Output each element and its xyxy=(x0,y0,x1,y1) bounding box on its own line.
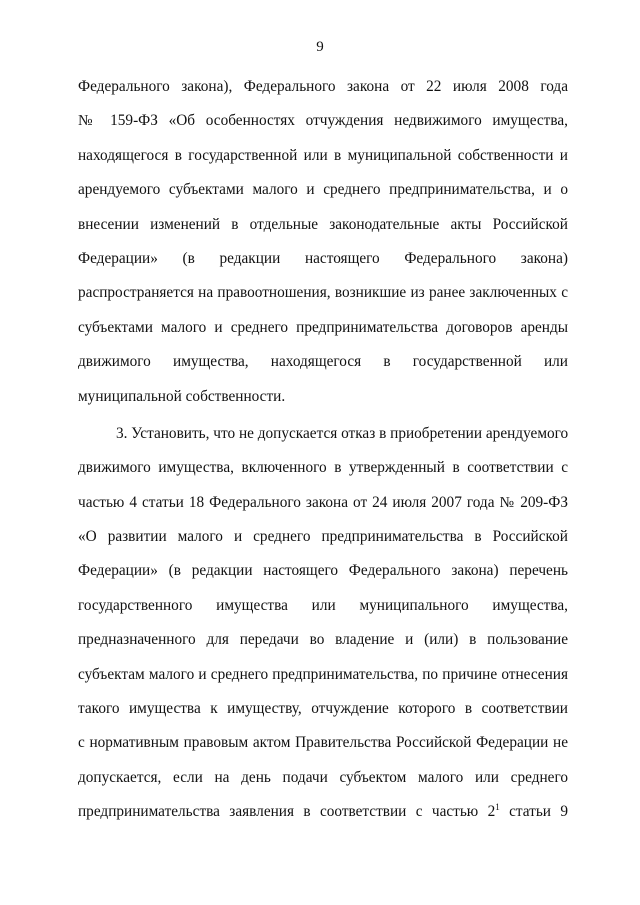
text-line-with-superscript xyxy=(78,801,568,835)
text-line: Федерального закона), Федерального закона от 22 июля 2008 года xyxy=(78,78,568,95)
text-line: 3. Установить, что не допускается отказ в приобретении арендуемого xyxy=(116,424,569,442)
text-line: движимого имущества, находящегося в государственной или xyxy=(78,353,568,371)
paragraph-1 xyxy=(78,76,568,420)
text-line: предназначенного для передачи во владение и (или) в пользование xyxy=(78,631,568,649)
text-line: № 159-ФЗ «Об особенностях отчуждения недвижимого имущества, xyxy=(78,112,568,130)
text-line: субъектами малого и среднего предпринимательства договоров аренды xyxy=(78,318,568,336)
text-line: распространяется на правоотношения, возникшие из ранее заключенных с xyxy=(78,284,568,302)
text-line: Федерации» (в редакции настоящего Федерального закона) xyxy=(78,249,568,267)
text-line: движимого имущества, включенного в утвержденный в соответствии с xyxy=(78,459,568,477)
text-line: арендуемого субъектами малого и среднего предпринимательства, и о xyxy=(78,181,568,199)
text-line: частью 4 статьи 18 Федерального закона от 24 июля 2007 года № 209-ФЗ xyxy=(78,493,568,511)
text-line: допускается, если на день подачи субъектом малого или среднего xyxy=(78,768,568,786)
text-line: муниципальной собственности. xyxy=(78,387,286,405)
text-line: государственного имущества или муниципального имущества, xyxy=(78,596,568,614)
text-line: такого имущества к имуществу, отчуждение которого в соответствии xyxy=(78,700,568,718)
text-line: «О развитии малого и среднего предпринимательства в Российской xyxy=(78,528,568,546)
text-line: Федерации» (в редакции настоящего Федерального закона) перечень xyxy=(78,562,568,580)
page-number: 9 xyxy=(316,39,324,55)
text-line: с нормативным правовым актом Правительства Российской Федерации не xyxy=(78,734,568,752)
text-line: субъектам малого и среднего предпринимательства, по причине отнесения xyxy=(78,665,568,683)
paragraph-2 xyxy=(78,423,568,836)
text-span: статьи 9 xyxy=(499,803,568,821)
document-body xyxy=(78,76,568,836)
superscript: 1 xyxy=(495,802,500,813)
text-span: предпринимательства заявления в соответствии с частью 2 xyxy=(78,803,496,821)
text-line: находящегося в государственной или в муниципальной собственности и xyxy=(78,146,568,164)
text-line: внесении изменений в отдельные законодательные акты Российской xyxy=(78,215,568,233)
